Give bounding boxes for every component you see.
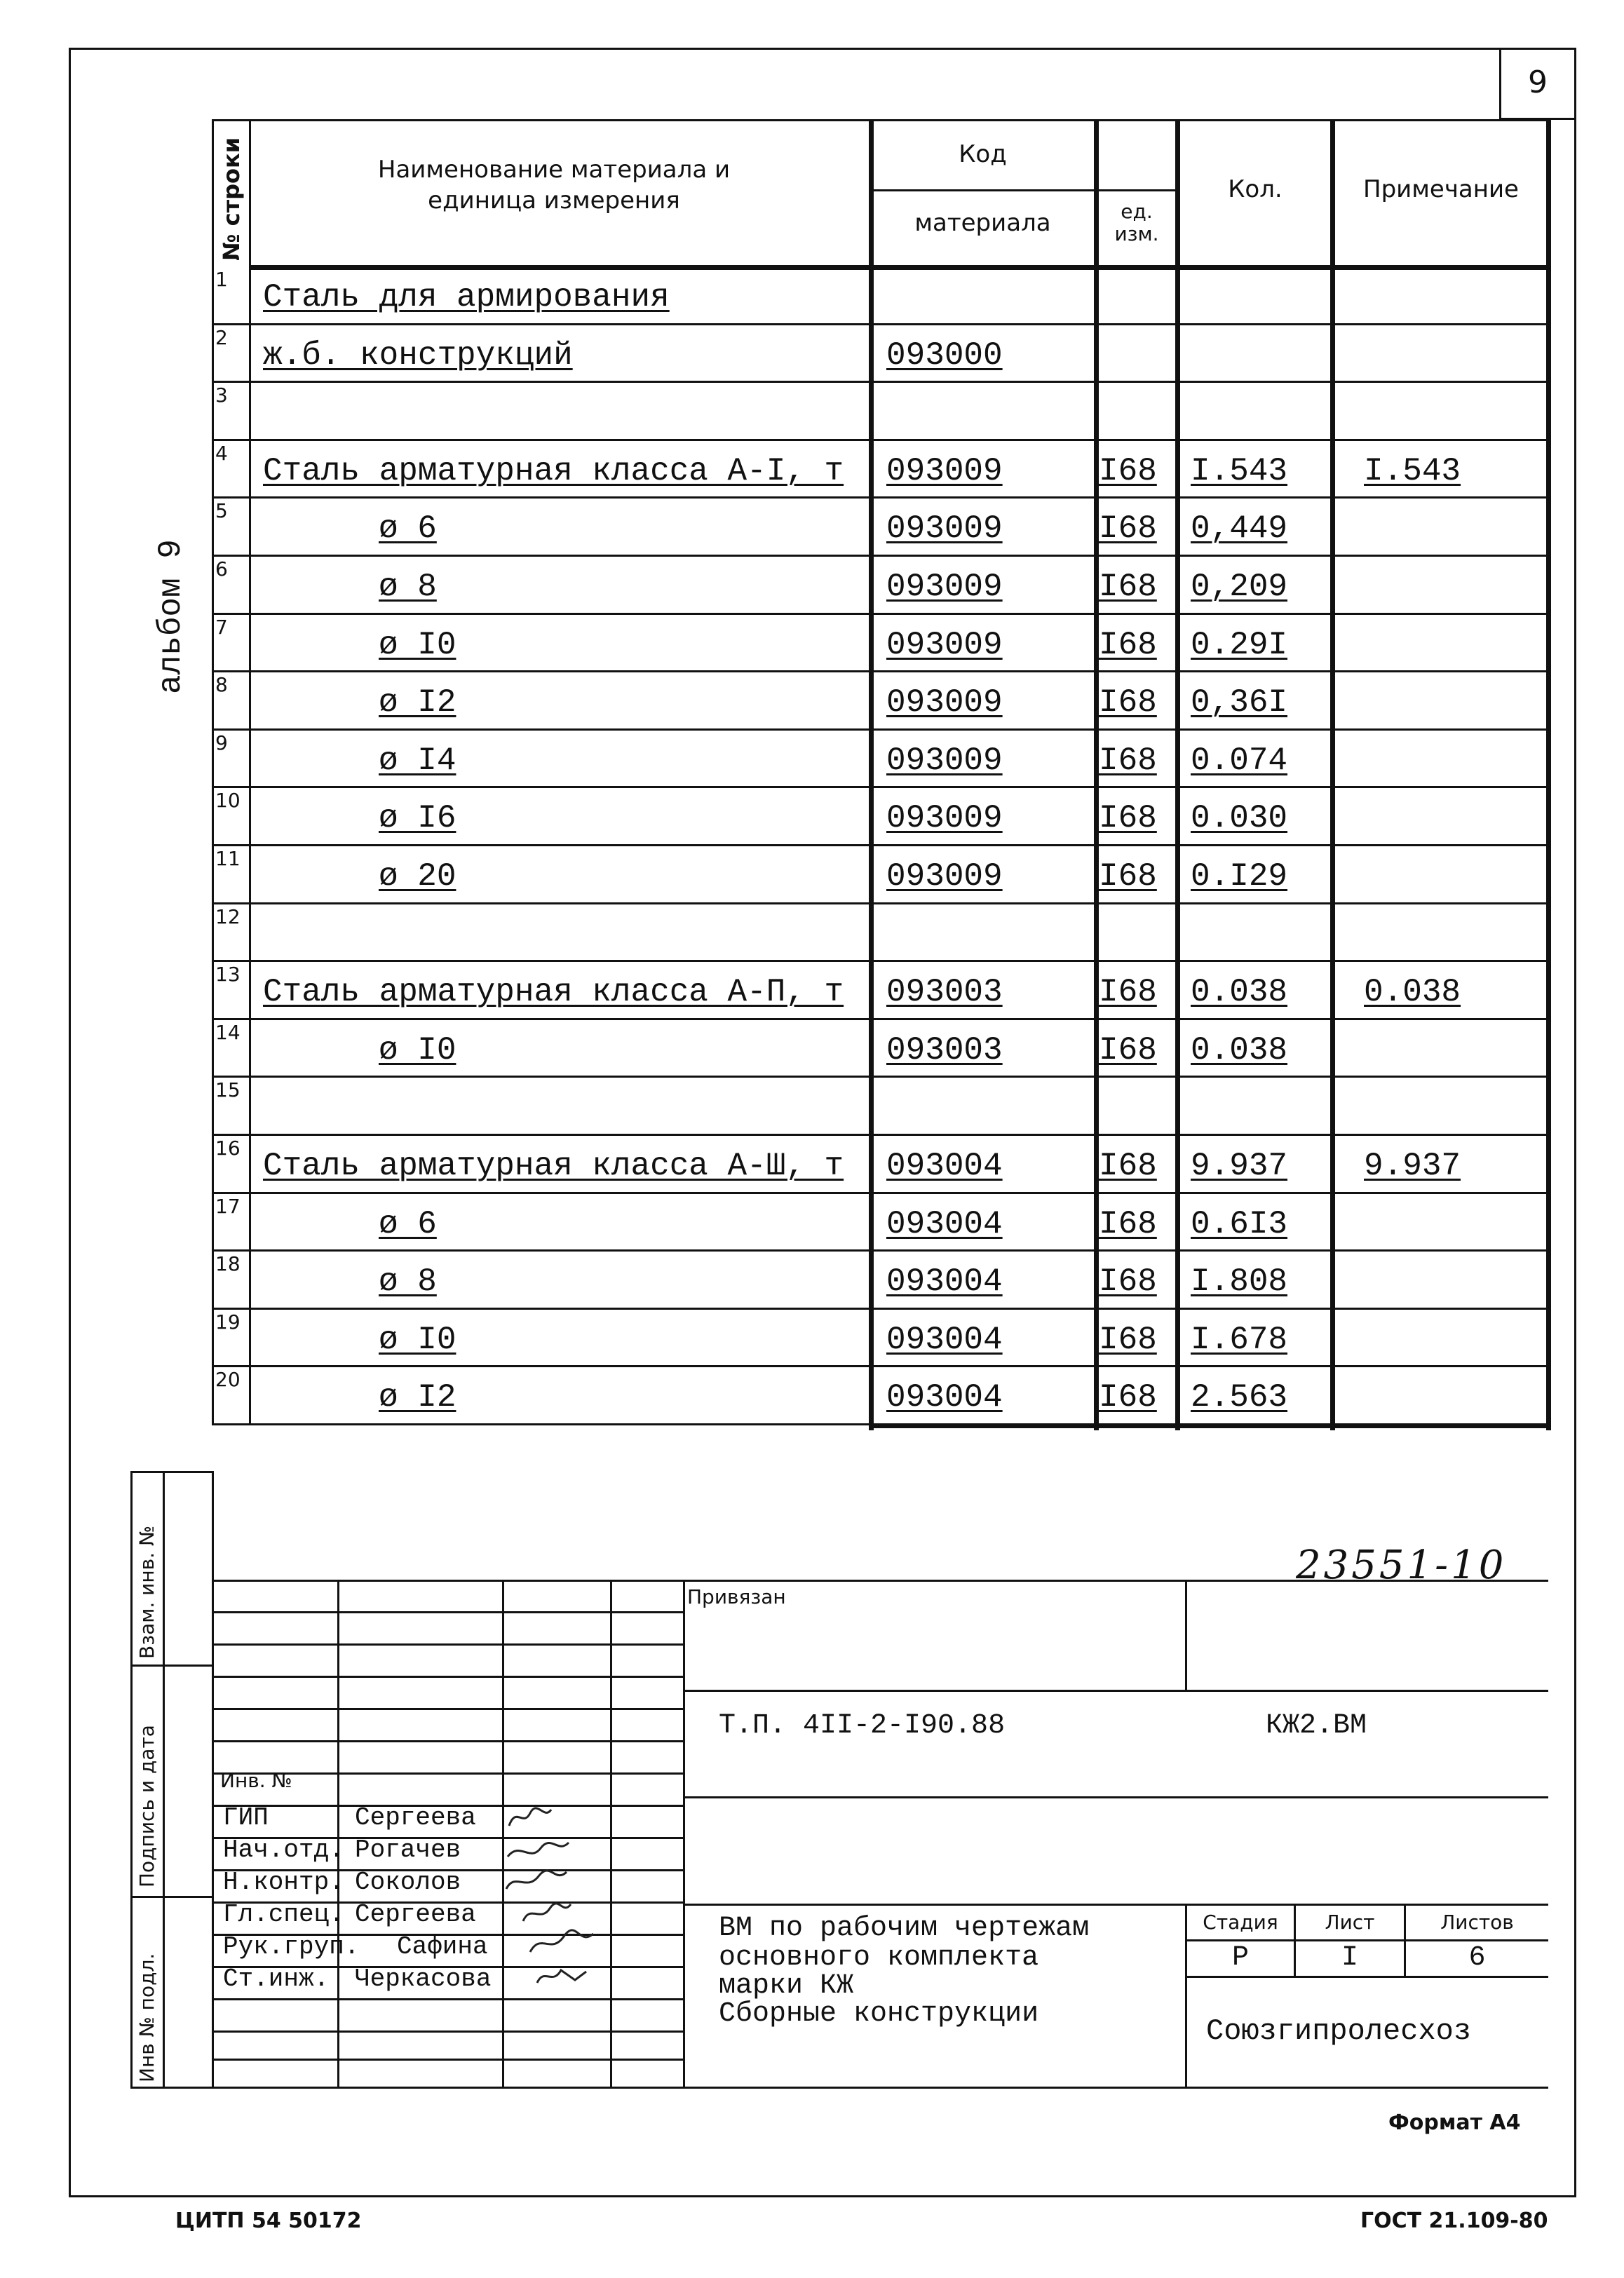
sheet-value: I [1341, 1942, 1358, 1974]
row-divider [212, 1192, 1548, 1194]
organization: Союзгипролесхоз [1206, 2014, 1472, 2048]
row-name: ø I2 [379, 1379, 456, 1416]
person-name-1: Сергеева [355, 1803, 476, 1832]
stage-value: Р [1231, 1942, 1249, 1974]
row-unit-code: I68 [1099, 627, 1157, 663]
person-role-6: Ст.инж. [223, 1965, 330, 1993]
row-divider [212, 1308, 1548, 1310]
row-number: 7 [215, 616, 228, 639]
row-number: 4 [215, 442, 228, 465]
row-number: 18 [215, 1252, 241, 1275]
row-number: 5 [215, 499, 228, 522]
row-divider [212, 439, 1548, 441]
sheet-label: Лист [1325, 1911, 1375, 1934]
header-name: Наименование материала и единица измерения [377, 156, 731, 215]
row-material-code: 093004 [886, 1322, 1003, 1358]
stage-label: Стадия [1203, 1911, 1278, 1934]
row-name: ø I6 [379, 800, 456, 836]
row-divider [212, 1134, 1548, 1136]
row-name: ø 6 [379, 1206, 437, 1242]
row-divider [212, 728, 1548, 731]
person-role-1: ГИП [223, 1803, 269, 1832]
row-quantity: 0.6I3 [1191, 1206, 1288, 1242]
row-unit-code: I68 [1099, 1263, 1157, 1300]
person-role-3: Н.контр. [223, 1868, 344, 1897]
person-role-2: Нач.отд. [223, 1836, 344, 1864]
row-material-code: 093009 [886, 743, 1003, 779]
header-note: Примечание [1363, 175, 1519, 203]
description-line-2: основного комплекта [719, 1942, 1039, 1974]
row-quantity: 2.563 [1191, 1379, 1288, 1416]
row-number: 20 [215, 1368, 241, 1391]
row-unit-code: I68 [1099, 684, 1157, 721]
description-line-3: марки КЖ [719, 1970, 854, 2002]
side-label-vzam: Взам. инв. № [135, 1525, 158, 1659]
doc-mark: КЖ2.ВМ [1266, 1710, 1367, 1742]
row-divider [212, 496, 1548, 499]
row-unit-code: I68 [1099, 974, 1157, 1010]
row-unit-code: I68 [1099, 453, 1157, 489]
row-note: 0.038 [1364, 974, 1461, 1010]
row-quantity: I.678 [1191, 1322, 1288, 1358]
row-unit-code: I68 [1099, 1206, 1157, 1242]
row-divider [212, 1076, 1548, 1078]
row-quantity: 0.074 [1191, 743, 1288, 779]
row-quantity: 0,209 [1191, 569, 1288, 605]
row-name: ø 6 [379, 510, 437, 547]
row-unit-code: I68 [1099, 1322, 1157, 1358]
row-divider [212, 670, 1548, 672]
row-unit-code: I68 [1099, 743, 1157, 779]
person-name-5: Сафина [397, 1932, 488, 1961]
sheets-value: 6 [1468, 1942, 1486, 1974]
row-material-code: 093009 [886, 800, 1003, 836]
row-number: 10 [215, 789, 241, 812]
row-material-code: 093004 [886, 1379, 1003, 1416]
format-label: Формат А4 [1388, 2110, 1521, 2135]
row-name: ø I0 [379, 1032, 456, 1069]
row-quantity: 0,449 [1191, 510, 1288, 547]
person-name-2: Рогачев [355, 1836, 461, 1864]
inv-no-label: Инв. № [220, 1769, 292, 1792]
row-divider [212, 381, 1548, 383]
header-unit: ед. изм. [1114, 200, 1159, 245]
person-name-4: Сергеева [355, 1900, 476, 1929]
row-divider [212, 786, 1548, 788]
row-number: 17 [215, 1195, 241, 1218]
row-number: 15 [215, 1078, 241, 1101]
row-material-code: 093000 [886, 337, 1003, 374]
row-name: Сталь арматурная класса А-Ш, т [263, 1148, 844, 1184]
row-material-code: 093004 [886, 1206, 1003, 1242]
frame-right [1574, 119, 1576, 2195]
row-name: ø I0 [379, 627, 456, 663]
row-quantity: I.808 [1191, 1263, 1288, 1300]
frame-top [69, 48, 1499, 50]
row-divider [212, 960, 1548, 962]
row-name: ø I0 [379, 1322, 456, 1358]
row-unit-code: I68 [1099, 800, 1157, 836]
row-divider [212, 844, 1548, 846]
row-quantity: 0.030 [1191, 800, 1288, 836]
row-name: ø 8 [379, 569, 437, 605]
frame-bottom [69, 2195, 1576, 2197]
row-divider [212, 555, 1548, 557]
row-name: Сталь для армирования [263, 279, 670, 316]
row-quantity: I.543 [1191, 453, 1288, 489]
doc-code: Т.П. 4II-2-I90.88 [719, 1710, 1006, 1742]
description-line-4: Сборные конструкции [719, 1998, 1039, 2030]
row-number: 12 [215, 905, 241, 928]
side-label-inv: Инв № подл. [135, 1953, 158, 2082]
description-line-1: ВМ по рабочим чертежам [719, 1913, 1090, 1944]
row-number: 1 [215, 268, 228, 291]
privyazan-label: Привязан [687, 1585, 786, 1608]
row-note: I.543 [1364, 453, 1461, 489]
row-divider [212, 1249, 1548, 1252]
row-material-code: 093009 [886, 684, 1003, 721]
row-number: 2 [215, 326, 228, 349]
row-number: 9 [215, 731, 228, 754]
signatures [502, 1799, 677, 2002]
handwritten-number: 23551-10 [1296, 1543, 1507, 1588]
row-unit-code: I68 [1099, 510, 1157, 547]
row-unit-code: I68 [1099, 1379, 1157, 1416]
row-name: Сталь арматурная класса А-П, т [263, 974, 844, 1010]
row-number: 8 [215, 673, 228, 696]
row-material-code: 093003 [886, 974, 1003, 1010]
row-divider [212, 323, 1548, 325]
row-quantity: 0.038 [1191, 974, 1288, 1010]
person-name-6: Черкасова [355, 1965, 492, 1993]
row-number: 14 [215, 1021, 241, 1044]
row-note: 9.937 [1364, 1148, 1461, 1184]
row-name: ж.б. конструкций [263, 337, 573, 374]
row-quantity: 0.I29 [1191, 858, 1288, 895]
row-material-code: 093009 [886, 627, 1003, 663]
row-quantity: 0,36I [1191, 684, 1288, 721]
header-row-no: № строки [218, 137, 245, 261]
row-number: 3 [215, 384, 228, 407]
frame-left [69, 48, 71, 2195]
row-quantity: 0.29I [1191, 627, 1288, 663]
row-divider [212, 1365, 1548, 1367]
row-divider [212, 902, 1548, 904]
row-name: Сталь арматурная класса А-I, т [263, 453, 844, 489]
row-name: ø 8 [379, 1263, 437, 1300]
header-qty: Кол. [1228, 175, 1283, 203]
row-unit-code: I68 [1099, 569, 1157, 605]
row-number: 11 [215, 847, 241, 870]
row-unit-code: I68 [1099, 1032, 1157, 1069]
row-material-code: 093009 [886, 453, 1003, 489]
row-quantity: 9.937 [1191, 1148, 1288, 1184]
sheets-label: Листов [1440, 1911, 1514, 1934]
album-label: альбом 9 [153, 539, 189, 694]
footer-left: ЦИТП 54 50172 [175, 2209, 362, 2233]
row-material-code: 093004 [886, 1148, 1003, 1184]
row-material-code: 093009 [886, 858, 1003, 895]
page-number: 9 [1528, 65, 1548, 100]
person-role-4: Гл.спец. [223, 1900, 344, 1929]
person-role-5: Рук.груп. [223, 1932, 360, 1961]
row-name: ø I4 [379, 743, 456, 779]
row-name: ø 20 [379, 858, 456, 895]
row-unit-code: I68 [1099, 1148, 1157, 1184]
row-material-code: 093003 [886, 1032, 1003, 1069]
footer-right: ГОСТ 21.109-80 [1360, 2209, 1548, 2233]
row-number: 6 [215, 557, 228, 581]
side-label-podpis: Подпись и дата [135, 1725, 158, 1887]
row-divider [212, 613, 1548, 615]
row-divider [212, 1018, 1548, 1020]
row-material-code: 093009 [886, 510, 1003, 547]
row-number: 19 [215, 1310, 241, 1334]
row-number: 16 [215, 1137, 241, 1160]
row-quantity: 0.038 [1191, 1032, 1288, 1069]
header-material: материала [914, 209, 1051, 237]
row-material-code: 093004 [886, 1263, 1003, 1300]
row-unit-code: I68 [1099, 858, 1157, 895]
row-material-code: 093009 [886, 569, 1003, 605]
row-name: ø I2 [379, 684, 456, 721]
row-number: 13 [215, 963, 241, 986]
header-code: Код [959, 140, 1007, 168]
person-name-3: Соколов [355, 1868, 461, 1897]
